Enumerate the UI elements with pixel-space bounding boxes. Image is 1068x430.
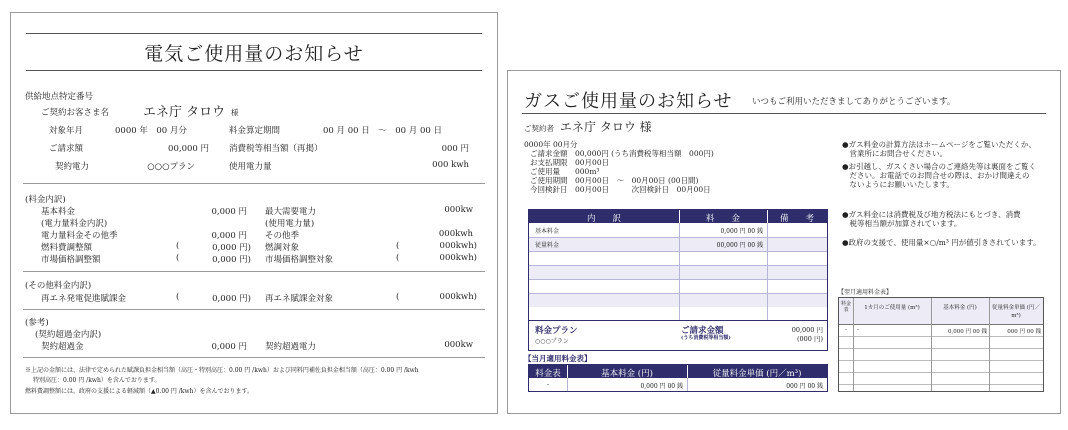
current-cell: 0,000 円 00 銭 xyxy=(640,383,683,390)
header-sep xyxy=(767,210,768,223)
bill-value: 00,000 円 xyxy=(791,326,823,334)
note-line: 営業所にお問合せください。 xyxy=(842,149,947,158)
bill-table: 内 訳 料 金 備 考 基本料金 0,000 円 00 銭 従量料金 00,000 円 00 銭 料金プラン ○○○プラン ご請求金額 (うち消費税等相当額) 00,000 円 (000 円) xyxy=(528,209,828,351)
customer-label: ご契約お客さま名 xyxy=(41,108,110,118)
other-header: (その他料金内訳) xyxy=(25,281,92,291)
billing-value: 00,000 円 xyxy=(168,144,209,154)
footnote-line: ※上記の金額には、法律で定められた賦課負担金相当額（高圧・特別高圧：0.00 円 /kwh）および同料円補佐負担金相当額（高圧：0.00 円 /kwh xyxy=(25,367,419,374)
prev-cell: - xyxy=(845,327,847,333)
contract-value: ○○○プラン xyxy=(147,162,195,172)
honorific: 様 xyxy=(231,108,239,117)
calc-period-label: 料金算定期間 xyxy=(229,126,281,136)
current-rate-title: 【当月適用料金表】 xyxy=(524,354,592,363)
plan-label: 料金プラン xyxy=(535,326,578,336)
note-line: ないようにお願いいたします。 xyxy=(842,180,954,189)
info-line: ご請求金額 00,000円 (うち消費税等相当額 000円) xyxy=(530,149,714,158)
gas-usage-notice xyxy=(507,70,1061,414)
ref-sub-header: (契約超過金内訳) xyxy=(35,330,102,340)
note-line: ●ガス料金の計算方法はホームページをご覧いただくか、 xyxy=(842,140,1036,149)
period-label: 対象年月 xyxy=(49,126,84,136)
gas-subtitle: いつもご利用いただきましてありがとうございます。 xyxy=(752,97,956,107)
bill-tax: (000 円) xyxy=(796,335,823,343)
customer-name: エネ庁 タロウ 様 xyxy=(560,120,652,134)
info-line: ご使用量 000m³ xyxy=(530,167,600,176)
electricity-usage-notice: 電気ご使用量のお知らせ 供給地点特定番号 ご契約お客さま名 エネ庁 タロウ 様 対象年月 0000 年 00 月分 料金算定期間 00 月 00 日 ～ 00 月 00 日 ご請求額 00,000 円 消費税等相当額（再掲） 000 円 契約電力 ○○○プラン 使用電力量 000 kwh (料金内訳) 基本料金 0,000 円 最大需要電力 000kw (電力量料金内訳) (使用電力量) 電力量料金その他季 0,000 円 その他季 000kwh 燃料費調整額 ( 0,000 円) 燃調対象 ( 000kwh) 市場価格調整額 ( 0,000 円) 市場価格調整対象 ( 000kwh) (その他料金内訳) 再エネ発電促進賦課金 ( 0,000 円) 再エネ賦課金対象 ( 000kwh) (参考) (契約超過金内訳) 契約超過金 0,000 円 契約超過電力 000kw ※上記の金額には、法律で定められた賦課負担金相当額（高圧・特別高圧：0.00 円 /kwh）および同料円補佐負担金相当額（高圧：0.00 円 /kwh 特別高圧：0.00 円 /kwh）を含んでおります。 燃料費調整額には、政府の支援による軽減額（▲0.00 円 /kwh）を含んでおります。 xyxy=(10,12,498,414)
prev-header-cell: 基本料金 (円) xyxy=(943,305,977,311)
section-divider xyxy=(23,357,485,358)
note-line: ●お引越し、ガスくさい場合のご連絡先等は裏面をご覧く xyxy=(842,162,1037,171)
title-rule-top xyxy=(26,33,482,34)
note-line: ださい。お電話でのお問合せの際は、おかけ間違えの xyxy=(842,171,1030,180)
info-line: 今回検針日 00月00日 次回検針日 00月00日 xyxy=(530,185,711,194)
supply-point-label: 供給地点特定番号 xyxy=(25,92,94,102)
period-value: 0000 年 00 月分 xyxy=(115,126,187,136)
header-sep xyxy=(679,210,680,223)
row-stripe xyxy=(529,237,827,251)
current-header-cell: 基本料金 (円) xyxy=(601,369,653,379)
note-line: ●政府の支援で、使用量×○/m³ 円が値引きされています。 xyxy=(842,238,1041,247)
calc-period-value: 00 月 00 日 ～ 00 月 00 日 xyxy=(323,126,442,136)
note-line: ●ガス料金には消費税及び地方税法にもとづき、消費 xyxy=(842,210,1021,219)
usage-label: 使用電力量 xyxy=(229,162,272,172)
contract-label: 契約電力 xyxy=(55,162,90,172)
prev-rate-table xyxy=(838,297,1044,392)
tax-value: 000 円 xyxy=(441,144,469,154)
customer-name: エネ庁 タロウ xyxy=(143,105,226,120)
info-line: お支払期限 00月00日 xyxy=(530,158,610,167)
current-header-cell: 料金表 xyxy=(535,369,561,379)
plan-value: ○○○プラン xyxy=(535,338,569,345)
current-rate-table xyxy=(528,364,828,392)
tax-label: 消費税等相当額（再掲） xyxy=(229,144,323,154)
current-cell: - xyxy=(546,381,550,388)
header-breakdown: 内 訳 xyxy=(586,214,621,224)
section-divider xyxy=(23,309,485,310)
ref-header: (参考) xyxy=(25,318,49,328)
header-remarks: 備 考 xyxy=(779,214,814,224)
bill-label: ご請求金額 xyxy=(681,326,724,336)
prev-header-cell: 1カ月のご使用量 (m³) xyxy=(864,305,920,311)
info-line: ご使用期間 00月00日 ～ 00月00日 (00日間) xyxy=(530,176,699,185)
info-line: 0000年 00月分 xyxy=(524,140,578,149)
footnote-line: 特別高圧：0.00 円 /kwh）を含んでおります。 xyxy=(33,377,161,384)
usage-value: 000 kwh xyxy=(432,160,469,170)
header-charge: 料 金 xyxy=(705,214,740,224)
billing-label: ご請求額 xyxy=(49,144,84,154)
section-divider xyxy=(23,183,485,184)
breakdown-header: (料金内訳) xyxy=(25,195,66,205)
title-rule xyxy=(522,113,1046,114)
prev-cell: 0,000 円 00 銭 xyxy=(948,329,987,335)
prev-cell: - xyxy=(857,327,859,333)
current-cell: 000 円 00 銭 xyxy=(786,383,823,390)
section-divider xyxy=(23,271,485,272)
prev-rate-title: 【翌月適用料金表】 xyxy=(838,289,893,296)
prev-header-cell: 料金表 xyxy=(840,301,851,313)
footnote-line: 燃料費調整額には、政府の支援による軽減額（▲0.00 円 /kwh）を含んでおります。 xyxy=(25,388,253,395)
note-line: 税等相当額が加算されています。 xyxy=(842,219,962,228)
prev-header-cell: 従量料金単価 (円／m³) xyxy=(992,305,1040,319)
row-stripe xyxy=(529,265,827,279)
gas-title: ガスご使用量のお知らせ xyxy=(524,91,733,112)
bill-sub-label: (うち消費税等相当額) xyxy=(681,335,731,341)
electric-title: 電気ご使用量のお知らせ xyxy=(144,43,364,65)
title-rule-bottom xyxy=(26,70,482,71)
prev-cell: 000 円 00 銭 xyxy=(1007,329,1041,335)
row-stripe xyxy=(529,293,827,307)
current-header-cell: 従量料金単価 (円／m³) xyxy=(712,369,802,379)
contract-label: ご契約者 xyxy=(524,124,554,133)
